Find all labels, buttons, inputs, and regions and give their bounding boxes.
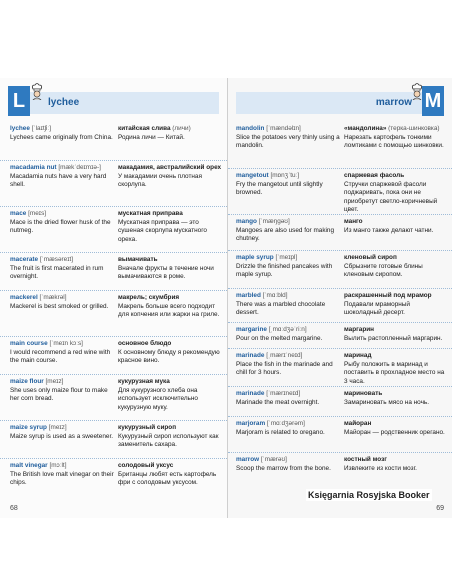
- entry-example-translation: Макрель больше всего подходит для копчения или жарки на гриле.: [118, 302, 220, 319]
- entry-example: Marinade the meat overnight.: [236, 398, 320, 406]
- entry-example-translation: Британцы любят есть картофель фри с солодовым уксусом.: [118, 470, 217, 487]
- letter-badge: L: [8, 86, 30, 116]
- entry-example: Place the fish in the marinade and chill for 3 hours.: [236, 360, 333, 377]
- entry-example-translation: У макадамии очень плотная скорлупа.: [118, 172, 202, 189]
- entry-example: Scoop the marrow from the bone.: [236, 464, 331, 472]
- entry-row: [0, 206, 227, 243]
- entry-translation: «мандолина»: [344, 125, 387, 132]
- entry-example-translation: Для кукурузного хлеба она использует исключительно кукурузную муку.: [118, 386, 198, 411]
- entry-example-translation: Рыбу положить в маринад и поставить в прохладное место на 3 часа.: [344, 360, 445, 385]
- entry-translation: основное блюдо: [118, 340, 172, 347]
- entry-example: Mace is the dried flower husk of the nutmeg.: [10, 218, 111, 235]
- entry-headword: marbled: [236, 292, 261, 299]
- entry-headword: marinade: [236, 352, 265, 359]
- book-spread: [0, 78, 452, 518]
- entry-transcription: [meɪs]: [28, 210, 47, 217]
- entry-example: Macadamia nuts have a very hard shell.: [10, 172, 107, 189]
- entry-example-translation: К основному блюду я рекомендую красное вино.: [118, 348, 220, 365]
- entry-headword: malt vinegar: [10, 462, 48, 469]
- entry-headword: mackerel: [10, 294, 38, 301]
- entry-headword: marjoram: [236, 420, 266, 427]
- entry-example-translation: Мускатная приправа — это сушеная скорлупа мускатного ореха.: [118, 218, 207, 243]
- entry-transcription: [ˈmeɪn kɔːs]: [49, 340, 83, 347]
- entry-row: [228, 168, 452, 214]
- entry-headword: mandolin: [236, 125, 265, 132]
- entry-example: I would recommend a red wine with the main course.: [10, 348, 111, 365]
- entry-headword: margarine: [236, 326, 267, 333]
- entry-example-translation: Майоран — родственник орегано.: [344, 428, 445, 436]
- entry-row: [0, 160, 227, 189]
- entry-example: Maize syrup is used as a sweetener.: [10, 432, 114, 440]
- entry-translation: китайская слива: [118, 125, 171, 132]
- chef-icon: [30, 82, 44, 100]
- entry-row: [228, 386, 452, 406]
- entry-translation: спаржевая фасоль: [344, 172, 405, 179]
- entry-headword: mango: [236, 218, 257, 225]
- entry-headword: macerate: [10, 256, 39, 263]
- entry-headword: main course: [10, 340, 48, 347]
- entry-row: [228, 348, 452, 385]
- entry-headword: lychee: [10, 125, 30, 132]
- entry-example: The fruit is first macerated in rum overnight.: [10, 264, 104, 281]
- entry-row: [0, 420, 227, 449]
- entry-transcription: [ˈmeɪpl]: [275, 254, 298, 261]
- entry-example: Drizzle the finished pancakes with maple syrup.: [236, 262, 333, 279]
- entry-example-translation: Стручки спаржевой фасоли поджаривать, пока они не приобретут светло-коричневый цвет.: [344, 180, 438, 214]
- entry-transcription: [ˈmærəʊ]: [260, 456, 287, 463]
- entry-transcription: [meɪz]: [45, 378, 64, 385]
- entry-translation: солодовый уксус: [118, 462, 174, 469]
- entry-transcription: [ˈmɑːdʒərəm]: [266, 420, 305, 427]
- entry-transcription: [mɒnʒˈtuː]: [270, 172, 300, 179]
- entry-example-translation: Извлеките из кости мозг.: [344, 464, 417, 472]
- entry-translation: маринад: [344, 352, 372, 359]
- entry-transcription: [mækˈdeɪmɪə-]: [58, 164, 101, 171]
- entry-row: [0, 290, 227, 319]
- entry-transcription: [meɪz]: [48, 424, 67, 431]
- entry-example-translation: Замариновать мясо на ночь.: [344, 398, 430, 406]
- entry-example-translation: Кукурузный сироп используют как заменитель сахара.: [118, 432, 219, 449]
- entry-row: [228, 288, 452, 317]
- entry-transcription: [mɔːlt]: [49, 462, 67, 469]
- entry-headword: marrow: [236, 456, 260, 463]
- entry-example: Slice the potatoes very thinly using a mandolin.: [236, 133, 340, 150]
- entry-example: There was a marbled chocolate dessert.: [236, 300, 326, 317]
- entry-headword: marinade: [236, 390, 265, 397]
- entry-row: [0, 374, 227, 411]
- entry-translation: мускатная приправа: [118, 210, 183, 217]
- entry-translation: мариновать: [344, 390, 383, 397]
- entry-headword: maple syrup: [236, 254, 274, 261]
- entry-example: Mangoes are also used for making chutney.: [236, 226, 335, 243]
- entry-row: [0, 252, 227, 281]
- entry-example: The British love malt vinegar on their chips.: [10, 470, 114, 487]
- right-page: [228, 78, 452, 518]
- entry-translation: кукурузная мука: [118, 378, 170, 385]
- running-head-word: lychee: [48, 97, 80, 108]
- entry-headword: maize syrup: [10, 424, 47, 431]
- entry-translation: манго: [344, 218, 363, 225]
- entry-transcription: [ˈmæŋgəʊ]: [258, 218, 290, 225]
- entry-transcription: [ˌmɑːdʒəˈriːn]: [268, 326, 307, 333]
- entry-example: She uses only maize flour to make her corn bread.: [10, 386, 108, 403]
- entry-example-translation: Подавали мраморный шоколадный десерт.: [344, 300, 410, 317]
- entry-transcription: [ˈmærɪneɪd]: [266, 390, 301, 397]
- entry-headword: macadamia nut: [10, 164, 57, 171]
- entry-translation: кукурузный сироп: [118, 424, 177, 431]
- left-page: [0, 78, 228, 518]
- entry-transcription: [ˈmækrəl]: [39, 294, 67, 301]
- entry-example-translation: Вылить растопленный маргарин.: [344, 334, 443, 342]
- entry-translation: раскрашенный под мрамор: [344, 292, 432, 299]
- entry-row: [228, 416, 452, 436]
- watermark-text: Księgarnia Rosyjska Booker: [308, 490, 430, 500]
- entry-headword: mangetout: [236, 172, 269, 179]
- entry-row: [228, 452, 452, 472]
- entry-transcription: [ˈmɑːbld]: [262, 292, 288, 299]
- entry-transcription: [ˈmændəlɪn]: [266, 125, 301, 132]
- entry-example-translation: Сбрызните готовые блины кленовым сиропом.: [344, 262, 423, 279]
- entry-translation-note: (личи): [172, 125, 191, 132]
- entry-translation: маргарин: [344, 326, 375, 333]
- entry-row: [0, 458, 227, 487]
- entry-translation: макадамия, австралийский орех: [118, 164, 222, 171]
- entry-translation: майоран: [344, 420, 372, 427]
- entry-example: Pour on the melted margarine.: [236, 334, 323, 342]
- entry-headword: maize flour: [10, 378, 44, 385]
- entry-row: [0, 336, 227, 365]
- entry-transcription: [ˈmæsəreɪt]: [39, 256, 74, 263]
- page-number: 69: [436, 505, 444, 512]
- entry-example-translation: Из манго также делают чатни.: [344, 226, 434, 234]
- entry-headword: mace: [10, 210, 27, 217]
- running-head-word: marrow: [375, 97, 412, 108]
- entry-translation-note: (терка-шинковка): [388, 125, 440, 132]
- entry-example-translation: Вначале фрукты в течение ночи вымачиваются в роме.: [118, 264, 214, 281]
- entry-row: [228, 322, 452, 342]
- entry-translation: вымачивать: [118, 256, 158, 263]
- entry-example-translation: Родина личи — Китай.: [118, 133, 185, 141]
- entry-example: Mackerel is best smoked or grilled.: [10, 302, 109, 310]
- page-number: 68: [10, 505, 18, 512]
- entry-example: Marjoram is related to oregano.: [236, 428, 325, 436]
- letter-badge: M: [422, 86, 444, 116]
- chef-icon: [410, 82, 424, 100]
- entry-example: Lychees came originally from China.: [10, 133, 113, 141]
- entry-translation: кленовый сироп: [344, 254, 397, 261]
- entry-example: Fry the mangetout until slightly browned.: [236, 180, 323, 197]
- entry-transcription: [ˈlaɪtʃiː]: [31, 125, 52, 132]
- entry-row: [228, 214, 452, 243]
- entry-example-translation: Нарезать картофель тонкими ломтиками с помощью шинковки.: [344, 133, 444, 150]
- entry-translation: костный мозг: [344, 456, 387, 463]
- entry-transcription: [ˌmærɪˈneɪd]: [266, 352, 303, 359]
- entry-translation: макрель; скумбрия: [118, 294, 180, 301]
- entry-row: [228, 250, 452, 279]
